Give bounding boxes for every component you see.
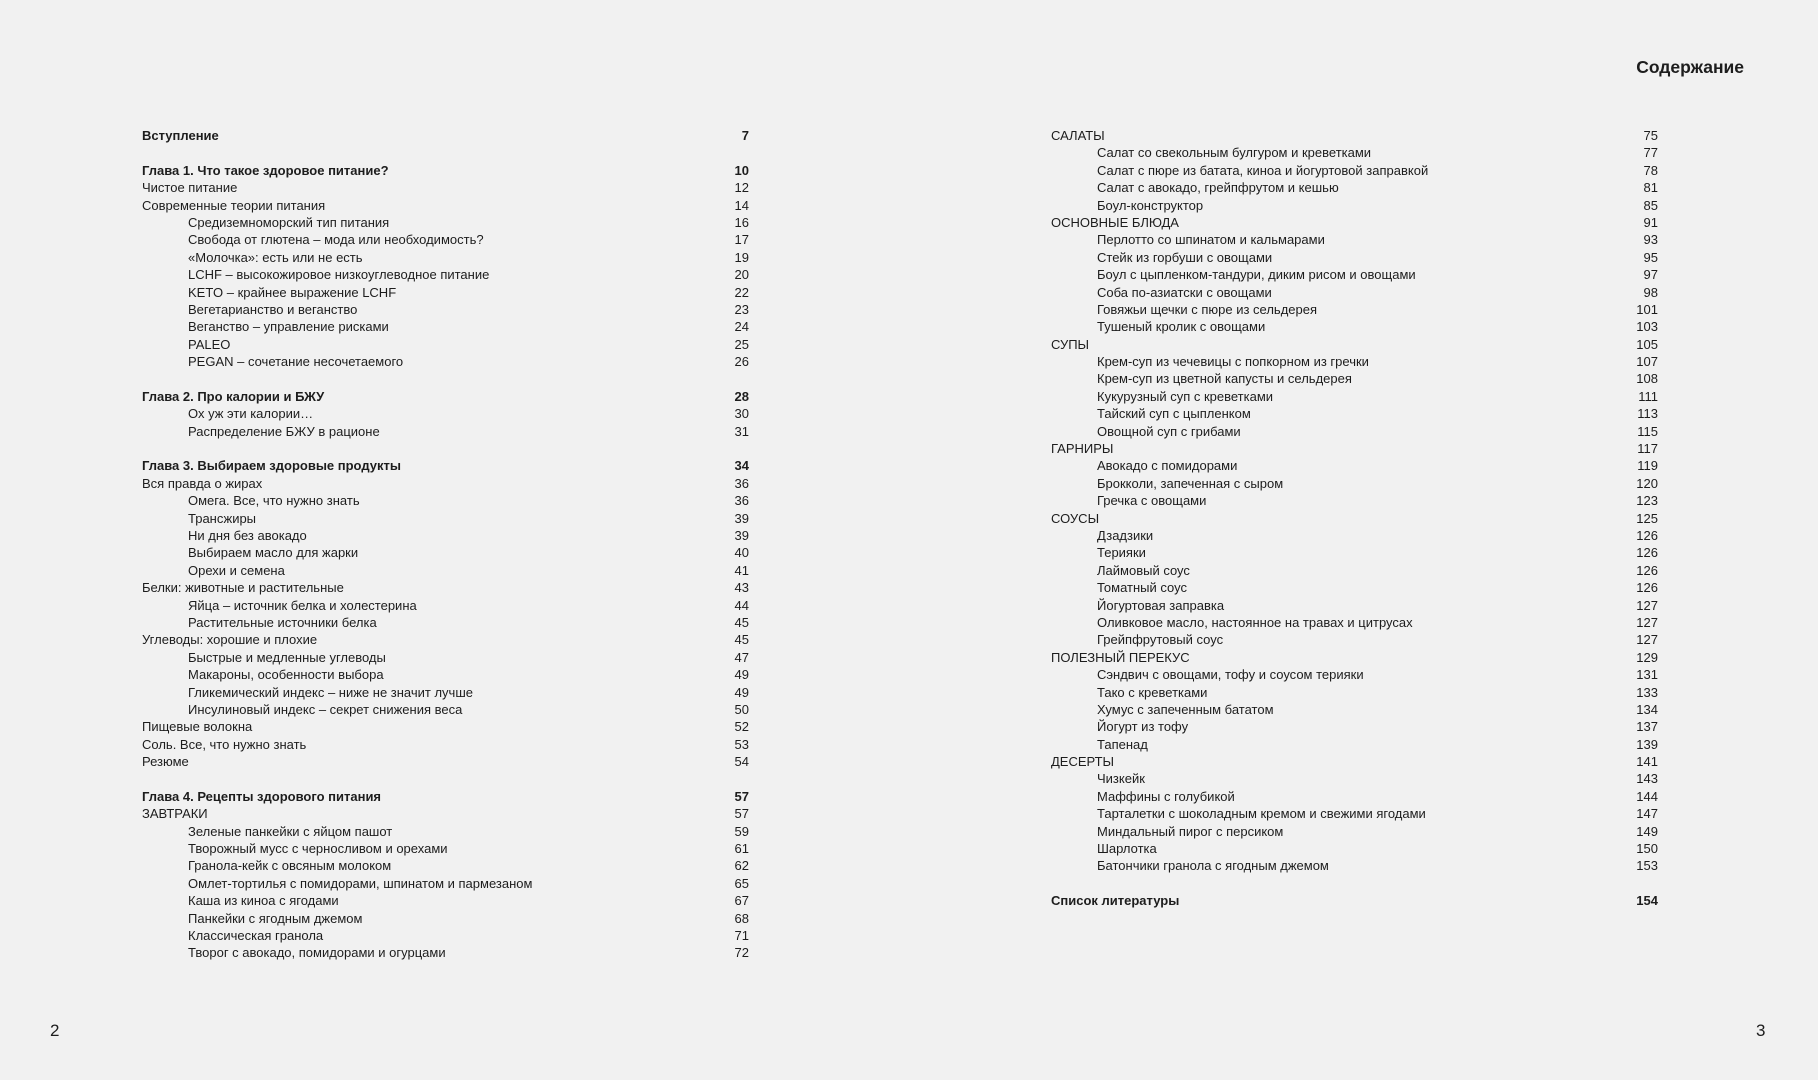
toc-entry [142, 736, 749, 753]
toc-entry [142, 405, 749, 422]
toc-entry-page: 65 [734, 875, 749, 891]
toc-entry-page: 14 [734, 197, 749, 213]
toc-entry-title: Распределение БЖУ в рационе [188, 423, 380, 439]
toc-entry-title: Салат с пюре из батата, киноа и йогуртовой заправкой [1097, 162, 1429, 178]
toc-entry-title: Брокколи, запеченная с сыром [1097, 475, 1284, 491]
toc-entry-title: ЗАВТРАКИ [142, 806, 208, 822]
toc-entry-page: 7 [741, 128, 749, 143]
toc-entry-title: Орехи и семена [188, 562, 285, 578]
toc-entry [1051, 527, 1658, 544]
toc-entry-title: Чизкейк [1097, 771, 1145, 787]
toc-entry-title: Растительные источники белка [188, 614, 377, 630]
toc-entry-page: 154 [1636, 893, 1658, 909]
toc-entry-title: Томатный соус [1097, 580, 1187, 596]
toc-entry-title: Шарлотка [1097, 841, 1157, 857]
toc-entry-page: 149 [1636, 823, 1658, 839]
toc-entry-page: 115 [1637, 423, 1658, 439]
toc-entry-page: 41 [734, 562, 749, 578]
toc-entry-title: Кукурузный суп с креветками [1097, 388, 1274, 404]
toc-entry-title: СОУСЫ [1051, 510, 1100, 526]
toc-entry-page: 57 [734, 806, 749, 822]
toc-entry-page: 36 [734, 475, 749, 491]
toc-entry [1051, 718, 1658, 735]
toc-entry [142, 197, 749, 214]
toc-entry [142, 284, 749, 301]
toc-entry-title: Творожный мусс с черносливом и орехами [188, 841, 448, 857]
toc-entry [1051, 214, 1658, 231]
toc-entry-page: 17 [734, 232, 749, 248]
toc-entry-page: 53 [734, 736, 749, 752]
toc-entry-title: Крем-суп из цветной капусты и сельдерея [1097, 371, 1352, 387]
toc-entry-page: 57 [734, 788, 749, 804]
toc-entry-title: Вегетарианство и веганство [188, 301, 358, 317]
toc-entry-title: ГАРНИРЫ [1051, 441, 1114, 457]
toc-entry-page: 68 [734, 910, 749, 926]
toc-entry-title: Батончики гранола с ягодным джемом [1097, 858, 1329, 874]
toc-entry-title: Йогурт из тофу [1097, 719, 1189, 735]
toc-entry [1051, 475, 1658, 492]
page-number-left: 2 [50, 1021, 60, 1040]
toc-entry [1051, 701, 1658, 718]
toc-entry-title: Крем-суп из чечевицы с попкорном из гречки [1097, 354, 1369, 370]
toc-entry-page: 101 [1636, 301, 1658, 317]
toc-entry-title: Ох уж эти калории… [188, 406, 314, 422]
toc-entry [142, 266, 749, 283]
toc-entry [1051, 649, 1658, 666]
toc-entry-page: 62 [734, 858, 749, 874]
toc-entry [1051, 457, 1658, 474]
toc-entry-page: 117 [1637, 441, 1658, 457]
toc-entry-title: ОСНОВНЫЕ БЛЮДА [1051, 214, 1179, 230]
toc-entry-page: 31 [734, 423, 749, 439]
toc-entry-page: 49 [734, 684, 749, 700]
toc-entry-title: Стейк из горбуши с овощами [1097, 249, 1273, 265]
toc-entry-page: 45 [734, 614, 749, 630]
toc-entry [142, 214, 749, 231]
toc-entry-title: ДЕСЕРТЫ [1051, 754, 1115, 770]
toc-entry [142, 805, 749, 822]
toc-entry [142, 562, 749, 579]
toc-entry-title: Соба по-азиатски с овощами [1097, 284, 1272, 300]
toc-entry [1051, 336, 1658, 353]
toc-entry-title: Перлотто со шпинатом и кальмарами [1097, 232, 1325, 248]
toc-entry-page: 24 [734, 319, 749, 335]
toc-entry [1051, 353, 1658, 370]
toc-entry-page: 45 [734, 632, 749, 648]
toc-entry-page: 40 [734, 545, 749, 561]
toc-entry-page: 67 [734, 893, 749, 909]
toc-entry-title: Боул-конструктор [1097, 197, 1204, 213]
toc-entry-page: 147 [1636, 806, 1658, 822]
toc-entry [142, 840, 749, 857]
toc-entry-title: Глава 4. Рецепты здорового питания [142, 788, 382, 804]
toc-entry-title: САЛАТЫ [1051, 128, 1105, 143]
toc-entry [1051, 492, 1658, 509]
toc-entry-title: Миндальный пирог с персиком [1097, 823, 1284, 839]
toc-entry-title: Белки: животные и растительные [142, 580, 344, 596]
toc-entry [142, 684, 749, 701]
toc-entry-title: Средиземноморский тип питания [188, 214, 390, 230]
toc-entry-title: Глава 1. Что такое здоровое питание? [142, 162, 389, 178]
toc-entry-title: Грейпфрутовый соус [1097, 632, 1224, 648]
toc-entry [1051, 127, 1658, 144]
toc-entry [1051, 805, 1658, 822]
toc-entry [142, 701, 749, 718]
toc-entry [1051, 284, 1658, 301]
toc-entry [1051, 162, 1658, 179]
toc-entry-title: Салат с авокадо, грейпфрутом и кешью [1097, 180, 1339, 196]
toc-entry [142, 666, 749, 683]
toc-entry-title: ПОЛЕЗНЫЙ ПЕРЕКУС [1051, 649, 1190, 665]
toc-entry-page: 77 [1643, 145, 1658, 161]
toc-entry-page: 127 [1636, 614, 1658, 630]
toc-entry-title: Свобода от глютена – мода или необходимость? [188, 232, 484, 248]
toc-entry [1051, 736, 1658, 753]
toc-entry [1051, 510, 1658, 527]
toc-entry-title: Тушеный кролик с овощами [1097, 319, 1266, 335]
toc-entry-title: Резюме [142, 754, 189, 770]
toc-entry-title: Ни дня без авокадо [188, 527, 307, 543]
toc-entry [142, 249, 749, 266]
toc-entry [142, 927, 749, 944]
toc-entry [1051, 892, 1658, 909]
toc-entry-title: Омега. Все, что нужно знать [188, 493, 360, 509]
toc-entry-page: 143 [1636, 771, 1658, 787]
toc-entry [1051, 318, 1658, 335]
toc-entry-page: 10 [734, 162, 749, 178]
toc-entry [142, 875, 749, 892]
toc-entry-page: 12 [734, 180, 749, 196]
toc-entry [1051, 597, 1658, 614]
toc-entry [142, 475, 749, 492]
toc-entry-page: 75 [1643, 128, 1658, 143]
toc-entry-page: 93 [1643, 232, 1658, 248]
toc-entry-page: 19 [734, 249, 749, 265]
toc-entry [1051, 301, 1658, 318]
toc-entry-page: 98 [1643, 284, 1658, 300]
toc-entry [142, 388, 749, 405]
toc-entry-page: 81 [1643, 180, 1658, 196]
toc-entry [142, 162, 749, 179]
toc-entry-page: 127 [1636, 597, 1658, 613]
toc-entry-title: Говяжьи щечки с пюре из сельдерея [1097, 301, 1318, 317]
toc-entry [142, 579, 749, 596]
toc-entry-title: «Молочка»: есть или не есть [188, 249, 363, 265]
toc-entry-title: Сэндвич с овощами, тофу и соусом терияки [1097, 667, 1364, 683]
toc-entry-page: 23 [734, 301, 749, 317]
toc-entry-title: Тайский суп с цыпленком [1097, 406, 1251, 422]
toc-entry-page: 20 [734, 267, 749, 283]
toc-entry-page: 28 [734, 388, 749, 404]
toc-entry-title: Омлет-тортилья с помидорами, шпинатом и пармезаном [188, 875, 533, 891]
toc-entry-title: Углеводы: хорошие и плохие [142, 632, 318, 648]
toc-entry-page: 103 [1636, 319, 1658, 335]
toc-entry-page: 137 [1636, 719, 1658, 735]
toc-entry-page: 105 [1636, 336, 1658, 352]
toc-entry-title: Макароны, особенности выбора [188, 667, 384, 683]
toc-entry [1051, 562, 1658, 579]
toc-entry-page: 133 [1636, 684, 1658, 700]
toc-entry-page: 144 [1636, 788, 1658, 804]
toc-entry [1051, 144, 1658, 161]
toc-entry-page: 131 [1636, 667, 1658, 683]
toc-entry-page: 107 [1636, 354, 1658, 370]
toc-entry-title: Тако с креветками [1097, 684, 1208, 700]
toc-entry [142, 457, 749, 474]
toc-entry-title: Яйца – источник белка и холестерина [188, 597, 417, 613]
toc-entry [142, 492, 749, 509]
toc-entry-title: Быстрые и медленные углеводы [188, 649, 386, 665]
toc-entry-title: Йогуртовая заправка [1097, 597, 1225, 613]
toc-entry [142, 910, 749, 927]
toc-entry-page: 30 [734, 406, 749, 422]
toc-entry [142, 649, 749, 666]
toc-entry [1051, 423, 1658, 440]
toc-entry-title: Тарталетки с шоколадным кремом и свежими ягодами [1097, 806, 1426, 822]
toc-entry-title: PEGAN – сочетание несочетаемого [188, 354, 404, 370]
toc-entry [1051, 405, 1658, 422]
toc-entry-title: PALEO [188, 336, 231, 352]
toc-entry-title: Инсулиновый индекс – секрет снижения веса [188, 701, 463, 717]
toc-entry [1051, 370, 1658, 387]
toc-entry [1051, 266, 1658, 283]
toc-entry [142, 614, 749, 631]
page-number-right: 3 [1756, 1021, 1766, 1040]
toc-entry [142, 318, 749, 335]
toc-entry [1051, 788, 1658, 805]
toc-entry-page: 16 [734, 214, 749, 230]
toc-entry [142, 597, 749, 614]
toc-entry-page: 72 [734, 945, 749, 961]
toc-entry-title: Соль. Все, что нужно знать [142, 736, 307, 752]
page-title: Содержание [1636, 57, 1744, 77]
toc-entry-page: 123 [1636, 493, 1658, 509]
toc-entry [1051, 179, 1658, 196]
toc-entry-title: Выбираем масло для жарки [188, 545, 359, 561]
toc-entry-page: 49 [734, 667, 749, 683]
toc-entry-page: 97 [1643, 267, 1658, 283]
toc-entry-page: 141 [1636, 754, 1658, 770]
toc-entry [142, 179, 749, 196]
toc-entry-page: 125 [1636, 510, 1658, 526]
toc-entry-title: Трансжиры [188, 510, 257, 526]
toc-entry-title: Гликемический индекс – ниже не значит лучше [188, 684, 473, 700]
toc-entry-page: 126 [1636, 562, 1658, 578]
toc-entry-title: Чистое питание [142, 180, 238, 196]
toc-entry-page: 50 [734, 701, 749, 717]
toc-entry-page: 153 [1636, 858, 1658, 874]
toc-entry [142, 353, 749, 370]
toc-entry [1051, 631, 1658, 648]
toc-entry [1051, 544, 1658, 561]
toc-entry-title: Вступление [142, 128, 219, 143]
toc-entry [1051, 249, 1658, 266]
toc-entry-page: 34 [734, 458, 749, 474]
toc-entry-page: 44 [734, 597, 749, 613]
toc-entry [142, 301, 749, 318]
toc-entry-title: Веганство – управление рисками [188, 319, 389, 335]
toc-entry-page: 47 [734, 649, 749, 665]
toc-entry [142, 823, 749, 840]
toc-entry-page: 59 [734, 823, 749, 839]
toc-entry-page: 120 [1636, 475, 1658, 491]
toc-entry [142, 631, 749, 648]
toc-entry-page: 52 [734, 719, 749, 735]
toc-entry-title: Дзадзики [1097, 527, 1154, 543]
toc-entry-page: 129 [1636, 649, 1658, 665]
toc-entry-page: 22 [734, 284, 749, 300]
toc-entry-page: 39 [734, 527, 749, 543]
toc-column-right [1051, 127, 1658, 910]
toc-entry [142, 336, 749, 353]
toc-entry-title: Салат со свекольным булгуром и креветками [1097, 145, 1372, 161]
toc-entry-title: Творог с авокадо, помидорами и огурцами [188, 945, 446, 961]
toc-entry [142, 944, 749, 961]
toc-entry [142, 510, 749, 527]
toc-entry-page: 26 [734, 354, 749, 370]
toc-entry [1051, 197, 1658, 214]
toc-entry-page: 36 [734, 493, 749, 509]
toc-entry [142, 544, 749, 561]
toc-entry-page: 126 [1636, 527, 1658, 543]
toc-entry [142, 127, 749, 144]
toc-entry-page: 108 [1636, 371, 1658, 387]
toc-entry [1051, 579, 1658, 596]
toc-entry [1051, 440, 1658, 457]
toc-entry-title: СУПЫ [1051, 336, 1090, 352]
toc-entry-page: 95 [1643, 249, 1658, 265]
toc-entry [142, 788, 749, 805]
toc-entry-title: Пищевые волокна [142, 719, 253, 735]
toc-entry [1051, 614, 1658, 631]
toc-entry [1051, 684, 1658, 701]
toc-entry-title: Овощной суп с грибами [1097, 423, 1241, 439]
toc-entry-title: Зеленые панкейки с яйцом пашот [188, 823, 393, 839]
toc-entry [142, 527, 749, 544]
toc-entry [1051, 666, 1658, 683]
toc-entry-title: Каша из киноа с ягодами [188, 893, 339, 909]
toc-entry [1051, 840, 1658, 857]
toc-entry-title: Глава 3. Выбираем здоровые продукты [142, 458, 401, 474]
toc-entry-page: 139 [1636, 736, 1658, 752]
toc-entry [1051, 231, 1658, 248]
toc-entry-page: 71 [734, 927, 749, 943]
toc-entry-page: 43 [734, 580, 749, 596]
toc-entry-title: Авокадо с помидорами [1097, 458, 1238, 474]
toc-entry-title: Гречка с овощами [1097, 493, 1207, 509]
toc-entry-title: Хумус с запеченным бататом [1097, 701, 1274, 717]
toc-entry-title: LCHF – высокожировое низкоуглеводное питание [188, 267, 490, 283]
toc-entry-title: Терияки [1097, 545, 1146, 561]
toc-entry-title: Лаймовый соус [1097, 562, 1190, 578]
toc-entry [142, 423, 749, 440]
toc-entry [1051, 770, 1658, 787]
toc-entry-page: 91 [1643, 214, 1658, 230]
toc-entry-title: Гранола-кейк с овсяным молоком [188, 858, 392, 874]
toc-entry-page: 61 [734, 841, 749, 857]
toc-entry-title: Панкейки с ягодным джемом [188, 910, 363, 926]
toc-column-left [142, 127, 749, 962]
toc-entry-title: Классическая гранола [188, 927, 324, 943]
toc-entry-title: Боул с цыпленком-тандури, диким рисом и овощами [1097, 267, 1416, 283]
toc-entry-page: 113 [1637, 406, 1658, 422]
toc-entry-page: 134 [1636, 701, 1658, 717]
toc-entry-page: 78 [1643, 162, 1658, 178]
toc-entry-page: 54 [734, 754, 749, 770]
toc-entry-page: 150 [1636, 841, 1658, 857]
toc-entry-page: 25 [734, 336, 749, 352]
toc-entry-title: Современные теории питания [142, 197, 326, 213]
toc-entry [142, 892, 749, 909]
toc-entry-page: 85 [1643, 197, 1658, 213]
toc-entry [1051, 857, 1658, 874]
toc-entry-title: Глава 2. Про калории и БЖУ [142, 388, 325, 404]
toc-entry-title: KETO – крайнее выражение LCHF [188, 284, 397, 300]
toc-entry [1051, 388, 1658, 405]
toc-entry [142, 231, 749, 248]
toc-entry-title: Список литературы [1051, 893, 1180, 909]
toc-entry [142, 753, 749, 770]
toc-entry [1051, 823, 1658, 840]
toc-entry-page: 126 [1636, 580, 1658, 596]
toc-entry-title: Тапенад [1097, 736, 1148, 752]
toc-entry [1051, 753, 1658, 770]
toc-entry-title: Маффины с голубикой [1097, 788, 1235, 804]
toc-entry [142, 718, 749, 735]
toc-entry-page: 119 [1637, 458, 1658, 474]
toc-entry-page: 111 [1638, 388, 1658, 404]
toc-entry-title: Оливковое масло, настоянное на травах и цитрусах [1097, 614, 1413, 630]
toc-entry [142, 857, 749, 874]
toc-entry-page: 127 [1636, 632, 1658, 648]
toc-entry-page: 126 [1636, 545, 1658, 561]
toc-entry-page: 39 [734, 510, 749, 526]
toc-entry-title: Вся правда о жирах [142, 475, 263, 491]
